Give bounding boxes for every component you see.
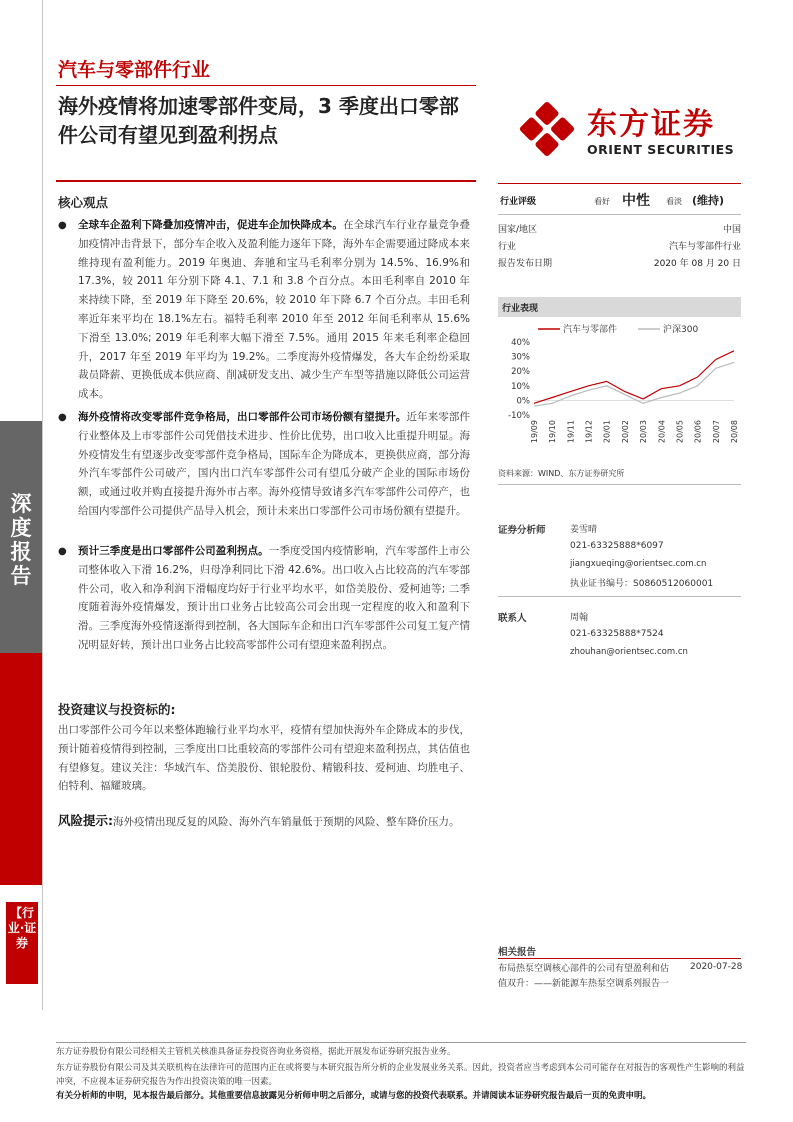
report-title: 海外疫情将加速零部件变局，3 季度出口零部件公司有望见到盈利拐点 [58,94,459,147]
risk-heading: 风险提示: [58,813,113,828]
footer-disclaimer-2: 东方证券股份有限公司及其关联机构在法律许可的范围内正在或将要与本研究报告所分析的企业发展业务关系。因此，投资者应当考虑到本公司可能存在对报告的客观性产生影响的利益冲突，不应视本证券研究报告为作出投资决策的唯一因素。 [56,1063,745,1087]
info-row [498,256,741,269]
rating-row [498,192,741,210]
x-tick-label: 19/10 [548,420,558,444]
bullet-icon: ● [58,412,67,423]
logo-cn-text: 东方证券 [587,107,715,142]
x-tick-label: 20/07 [711,420,721,444]
legend-label: 汽车与零部件 [563,325,618,335]
core-point-3 [78,542,470,655]
info-key: 报告发布日期 [498,259,553,269]
point-text: 一季度受国内疫情影响，汽车零部件上市公司整体收入下滑 16.2%，归母净利同比下滑 42.6%。出口收入占比较高的汽车零部件公司，收入和净利润下滑幅度均好于行业平均水平，如岱美股份、爱柯迪等; 二季度随着海外疫情爆发，预计出口业务占比较高公司会出现一定程度的收入和盈利下滑。三季度海外疫情逐渐得到控制，各大国际车企和出口汽车零部件公司复工复产情况明显好转，预计出口业务占比较高零部件公司有望迎来盈利拐点。 [78,545,470,651]
info-row [498,222,741,235]
x-tick-label: 20/03 [639,420,649,444]
x-tick-label: 20/01 [602,420,612,444]
chart-bottom-rule [498,484,741,485]
y-tick-label: 0% [516,396,530,407]
y-tick-label: 40% [511,338,530,348]
info-value: 2020 年 08 月 20 日 [653,259,741,269]
related-report-title[interactable]: 布局热泵空调核心部件的公司有望盈利和估值双升：——新能源车热泵空调系列报告一 [498,964,670,989]
risk-text: 海外疫情出现反复的风险、海外汽车销量低于预期的风险、整车降价压力。 [113,816,460,828]
y-tick-label: -10% [508,411,530,421]
info-key: 国家/地区 [498,225,538,235]
category-label: 【行业·证券 [6,902,38,984]
x-tick-label: 20/04 [657,420,667,444]
logo-en-text: ORIENT SECURITIES [587,142,735,157]
header-rule [56,85,476,86]
footer-disclaimer-3: 有关分析师的申明，见本报告最后部分。其他重要信息披露见分析师申明之后部分，或请与您的投资代表联系。并请阅读本证券研究报告最后一页的免责申明。 [56,1091,652,1101]
related-rule [498,958,741,959]
info-row [498,239,741,252]
footer-rule [56,1042,746,1043]
analyst-role: 证券分析师 [498,525,546,536]
rating-label: 行业评级 [500,197,537,207]
x-tick-label: 19/09 [530,420,539,444]
info-value: 汽车与零部件行业 [668,242,741,252]
series-line [534,351,734,404]
y-tick-label: 10% [511,381,530,392]
industry-name: 汽车与零部件行业 [58,59,211,81]
analyst-cert: 执业证书编号：S0860512060001 [570,579,714,589]
report-type-label: 深度报告 [10,492,32,588]
x-tick-label: 20/06 [693,420,703,444]
logo-icon [515,97,579,161]
core-point-1 [78,216,470,404]
related-report-date: 2020-07-28 [690,962,743,972]
contact-phone: 021-63325888*7524 [570,629,664,639]
perf-heading: 行业表现 [498,297,741,317]
info-value: 中国 [722,225,741,235]
info-key: 行业 [498,242,517,252]
analyst-phone: 021-63325888*6097 [570,541,664,551]
rating-value: 中性 [622,193,650,209]
rating-bottom-rule [498,214,741,215]
rating-status: (维持) [692,194,725,207]
x-tick-label: 19/12 [584,420,594,444]
y-tick-label: 30% [511,352,530,363]
rating-top-rule [498,183,741,184]
title-rule [56,180,476,182]
core-heading: 核心观点 [58,195,109,210]
point-lead: 海外疫情将改变零部件竞争格局，出口零部件公司市场份额有望提升。 [78,411,407,423]
core-point-2 [78,408,470,521]
rating-bad: 看淡 [666,197,682,206]
x-tick-label: 19/11 [566,420,576,444]
analyst-email[interactable]: jiangxueqing@orientsec.com.cn [570,559,707,569]
sidebar-red-block [0,653,42,885]
point-lead: 全球车企盈利下降叠加疫情冲击，促进车企加快降成本。 [78,219,343,231]
contact-name: 周翰 [570,613,589,623]
point-text: 在全球汽车行业存量竞争叠加疫情冲击背景下，部分车企收入及盈利能力逐年下降，海外车企需要通过降成本来维持现有盈利能力。2019 年奥迪、奔驰和宝马毛利率分别为 14.5%、16.9%和 17.3%，较 2011 年分别下降 4.1、7.1 和 3.8 个百分点。本田毛利率自 2010 年来持续下降，至 2019 年下降至 20.6%，较 2010 年下降 6.7 个百分点。丰田毛利率近年来平均在 18.1%左右。福特毛利率 2010 年至 2012 年间毛利率从 15.6%下滑至 13.0%; 2019 年毛利率大幅下滑至 7.5%。通用 2015 年来毛利率企稳回升，2017 年至 2019 年平均为 19.2%。二季度海外疫情爆发，各大车企纷纷采取裁员降薪、更换低成本供应商、削减研发支出、减少生产车型等措施以降低公司运营成本。 [78,219,471,401]
risk-block [58,812,470,832]
related-heading: 相关报告 [498,947,537,958]
y-tick-label: 20% [511,367,530,378]
analyst-rule [498,596,741,597]
footer-disclaimer-1: 东方证券股份有限公司经相关主管机关核准具备证券投资咨询业务资格，据此开展发布证券研究报告业务。 [56,1047,456,1057]
point-lead: 预计三季度是出口零部件公司盈利拐点。 [78,545,269,557]
point-text: 近年来零部件行业整体及上市零部件公司凭借技术进步、性价比优势，出口收入比重提升明显。海外疫情发生有望逐步改变零部件竞争格局，国际车企为降成本，更换供应商，部分海外汽车零部件公司破产，国内出口汽车零部件公司有望瓜分破产企业的国际市场份额，或通过收并购直接提升海外市占率。海外疫情导致诸多汽车零部件公司停产，也给国内零部件公司提供产品导入机会，预计未来出口零部件公司市场份额有望提升。 [78,411,471,517]
series-line [534,362,734,406]
chart-source: 资料来源：WIND、东方证券研究所 [498,469,625,478]
contact-email[interactable]: zhouhan@orientsec.com.cn [570,647,688,657]
bullet-icon: ● [58,220,67,231]
investment-text: 出口零部件公司今年以来整体跑输行业平均水平，疫情有望加快海外车企降成本的步伐，预计随着疫情得到控制，三季度出口比重较高的零部件公司有望迎来盈利拐点，其估值也有望修复。建议关注：华域汽车、岱美股份、银轮股份、精锻科技、爱柯迪、均胜电子、伯特利、福耀玻璃。 [58,724,470,793]
rating-good: 看好 [594,197,610,206]
company-logo [515,97,740,162]
x-tick-label: 20/08 [730,420,739,444]
perf-chart [498,320,741,462]
bullet-icon: ● [58,546,67,557]
analyst-name: 姜雪晴 [570,525,598,535]
x-tick-label: 20/05 [675,420,685,444]
left-border-line [42,0,43,1010]
legend-label: 沪深300 [663,325,699,335]
investment-heading: 投资建议与投资标的: [58,702,176,717]
x-tick-label: 20/02 [620,420,630,444]
contact-role: 联系人 [498,613,527,624]
